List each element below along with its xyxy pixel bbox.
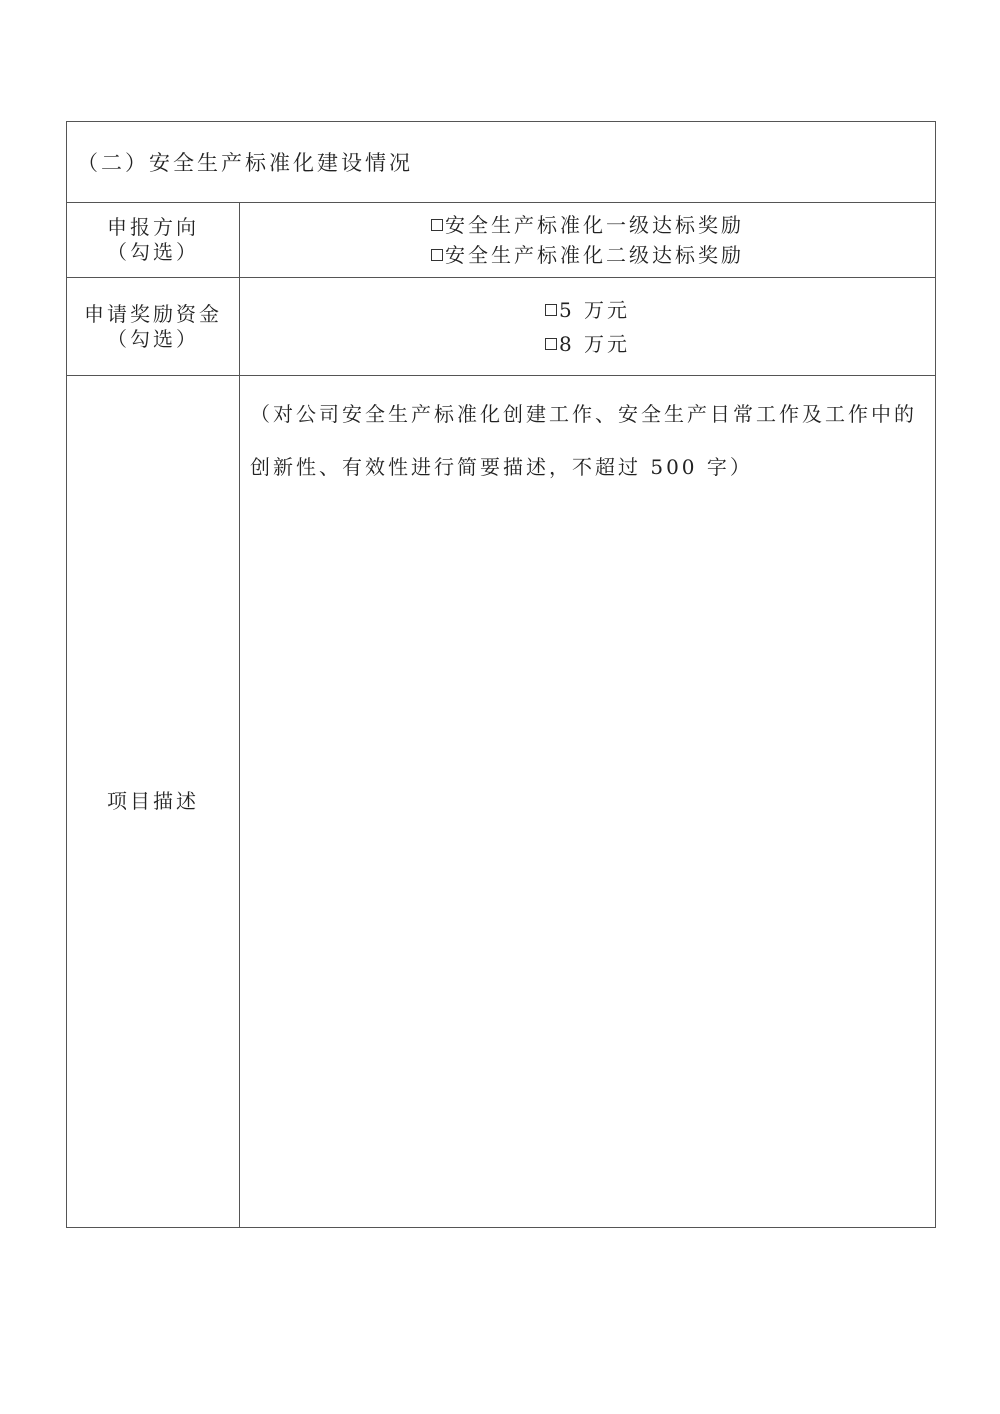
- section-title-row: [67, 122, 936, 203]
- direction-option-level2[interactable]: [240, 240, 935, 270]
- direction-label-hint: （勾选）: [107, 240, 199, 264]
- direction-option-level1[interactable]: [240, 210, 935, 240]
- direction-option-level1-label: 安全生产标准化一级达标奖励: [445, 213, 744, 237]
- checkbox-icon[interactable]: [431, 249, 443, 261]
- direction-row: [67, 203, 936, 278]
- checkbox-icon[interactable]: [545, 338, 557, 350]
- amount-label-hint: （勾选）: [107, 326, 199, 351]
- direction-options-cell: [240, 203, 936, 278]
- direction-label-cell: [67, 203, 240, 278]
- amount-option-8[interactable]: [240, 327, 935, 361]
- amount-label: 申请奖励资金: [84, 301, 222, 326]
- checkbox-icon[interactable]: [545, 304, 557, 316]
- amount-options-cell: [240, 278, 936, 376]
- description-row: [67, 376, 936, 1228]
- amount-option-5-label: 5 万元: [558, 297, 631, 322]
- description-instruction: （对公司安全生产标准化创建工作、安全生产日常工作及工作中的创新性、有效性进行简要描述，不超过 500 字）: [250, 402, 917, 479]
- amount-row: [67, 278, 936, 376]
- amount-label-cell: [67, 278, 240, 376]
- application-form-table: [66, 121, 936, 1228]
- description-label: 项目描述: [67, 376, 240, 1228]
- direction-label: 申报方向: [107, 215, 199, 239]
- description-field[interactable]: [240, 376, 936, 1228]
- amount-option-8-label: 8 万元: [558, 331, 631, 356]
- amount-option-5[interactable]: [240, 293, 935, 327]
- checkbox-icon[interactable]: [431, 219, 443, 231]
- direction-option-level2-label: 安全生产标准化二级达标奖励: [445, 243, 744, 267]
- section-title: （二）安全生产标准化建设情况: [67, 122, 936, 203]
